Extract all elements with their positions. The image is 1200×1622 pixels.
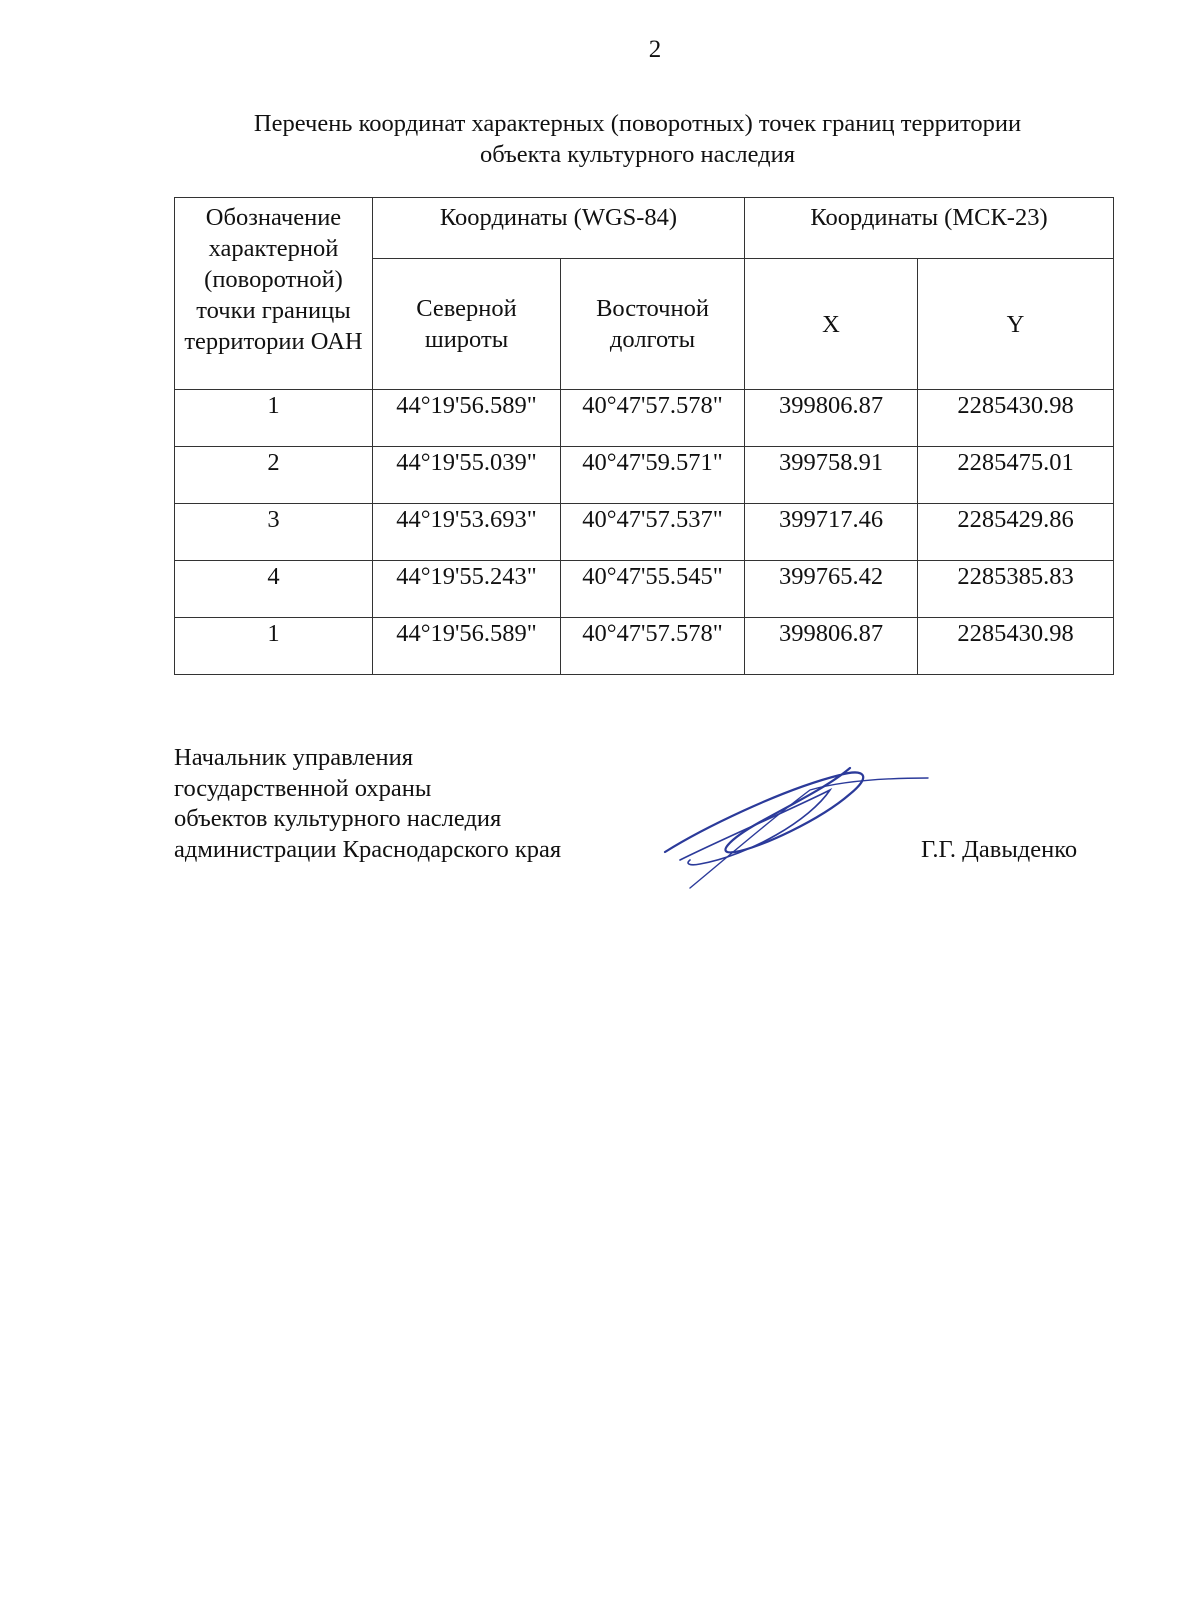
coordinates-table [174, 197, 1114, 675]
header-msk23-group: Координаты (МСК-23) [745, 198, 1114, 259]
table-row [175, 390, 1114, 447]
cell-x: 399758.91 [745, 447, 918, 504]
cell-longitude: 40°47'57.578" [561, 618, 745, 675]
table-row [175, 561, 1114, 618]
cell-latitude: 44°19'55.039" [373, 447, 561, 504]
table-header-row-1 [175, 198, 1114, 259]
cell-longitude: 40°47'55.545" [561, 561, 745, 618]
handwritten-signature [660, 760, 960, 890]
cell-y: 2285475.01 [918, 447, 1114, 504]
table-row [175, 447, 1114, 504]
cell-point: 1 [175, 390, 373, 447]
signature-stroke-loop [680, 790, 830, 865]
cell-x: 399717.46 [745, 504, 918, 561]
header-east-longitude: Восточной долготы [561, 259, 745, 390]
cell-point: 3 [175, 504, 373, 561]
cell-longitude: 40°47'57.578" [561, 390, 745, 447]
document-title-line-2: объекта культурного наследия [480, 141, 795, 168]
signatory-position-line-3: объектов культурного наследия [174, 805, 502, 832]
header-point-designation: Обозначение характерной (поворотной) точки границы территории ОАН [175, 198, 373, 390]
cell-point: 4 [175, 561, 373, 618]
cell-latitude: 44°19'56.589" [373, 390, 561, 447]
cell-y: 2285430.98 [918, 618, 1114, 675]
cell-x: 399806.87 [745, 618, 918, 675]
header-north-latitude: Северной широты [373, 259, 561, 390]
header-wgs84-group: Координаты (WGS-84) [373, 198, 745, 259]
document-title-line-1: Перечень координат характерных (поворотных) точек границ территории [253, 110, 1022, 137]
cell-point: 1 [175, 618, 373, 675]
document-title [170, 108, 1105, 170]
cell-x: 399765.42 [745, 561, 918, 618]
signatory-position-line-1: Начальник управления [174, 744, 413, 771]
page-number: 2 [648, 36, 662, 63]
cell-y: 2285429.86 [918, 504, 1114, 561]
cell-y: 2285385.83 [918, 561, 1114, 618]
cell-latitude: 44°19'56.589" [373, 618, 561, 675]
header-y: Y [918, 259, 1114, 390]
cell-x: 399806.87 [745, 390, 918, 447]
cell-longitude: 40°47'57.537" [561, 504, 745, 561]
signatory-position-line-4: администрации Краснодарского края [174, 835, 562, 863]
cell-y: 2285430.98 [918, 390, 1114, 447]
header-x: X [745, 259, 918, 390]
table-row [175, 618, 1114, 675]
cell-latitude: 44°19'53.693" [373, 504, 561, 561]
signatory-position-line-2: государственной охраны [174, 774, 432, 802]
signatory-position [174, 743, 561, 865]
cell-point: 2 [175, 447, 373, 504]
cell-longitude: 40°47'59.571" [561, 447, 745, 504]
table-row [175, 504, 1114, 561]
signatory-name: Г.Г. Давыденко [921, 836, 1078, 863]
signature-stroke-main [665, 768, 863, 852]
cell-latitude: 44°19'55.243" [373, 561, 561, 618]
